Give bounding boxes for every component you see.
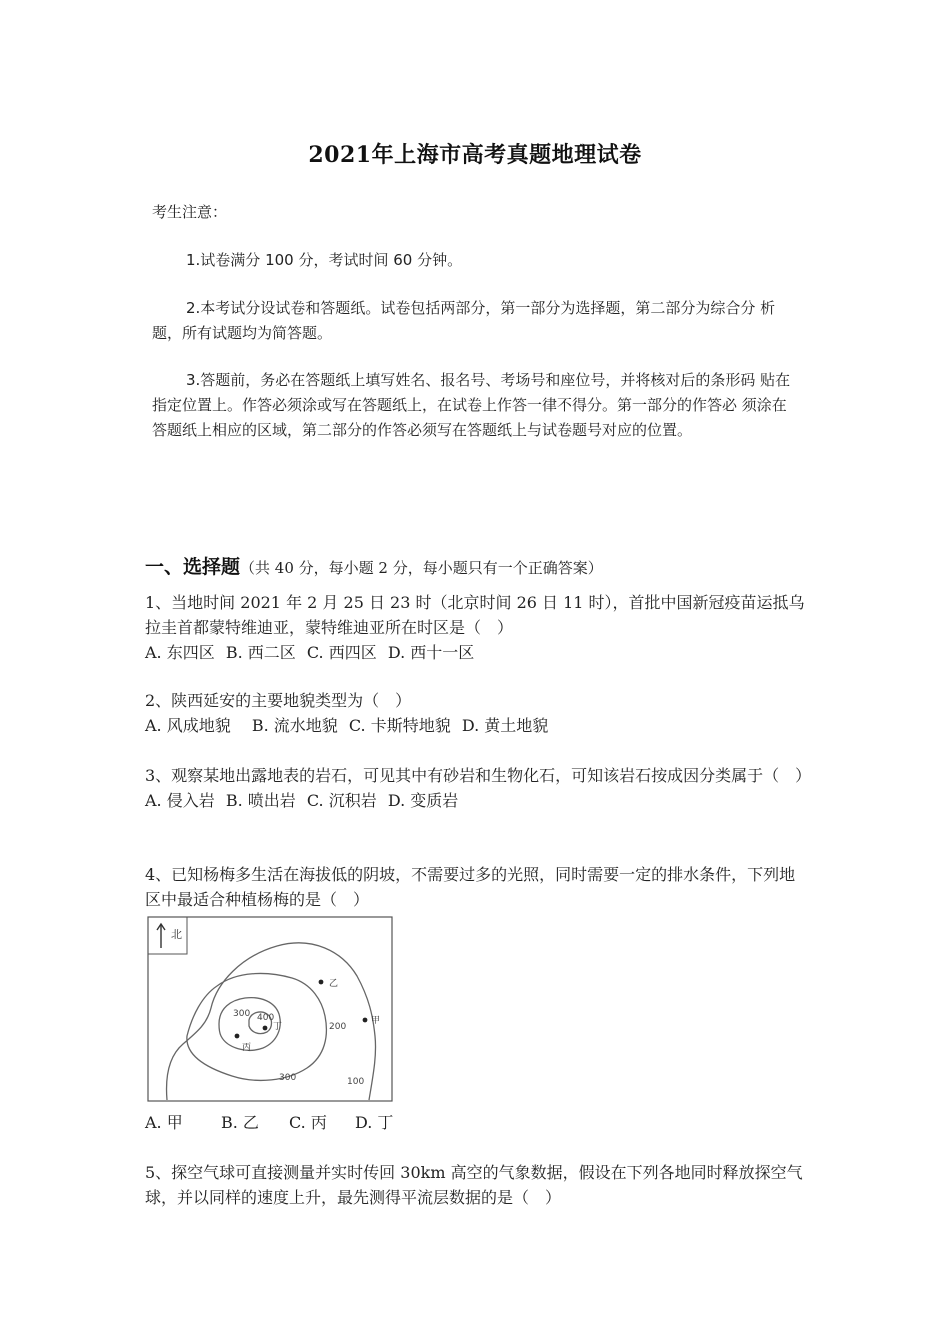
notice-item-2-wrap (152, 296, 792, 346)
map-frame (148, 917, 392, 1101)
notice-item-2: 2.本考试分设试卷和答题纸。试卷包括两部分，第一部分为选择题，第二部分为综合分 析题，所有试题均为简答题。 (152, 299, 776, 342)
section-header (145, 552, 603, 579)
contour-label: 200 (329, 1022, 347, 1032)
page-title: 2021年上海市高考真题地理试卷 (308, 142, 642, 168)
point-yi (319, 980, 324, 985)
notice-heading: 考生注意： (152, 203, 228, 221)
option-d[interactable]: D. 西十一区 (387, 643, 475, 662)
question-3 (145, 763, 810, 813)
contour-label: 300 (233, 1009, 251, 1019)
option-c[interactable]: C. 卡斯特地貌 (348, 716, 451, 735)
point-label: 甲 (371, 1016, 381, 1026)
point-label: 乙 (329, 979, 339, 989)
section-title: 一、选择题 (145, 556, 241, 578)
question-options (145, 788, 810, 813)
notice-item-1: 1.试卷满分 100 分，考试时间 60 分钟。 (186, 251, 463, 269)
option-b[interactable]: B. 乙 (221, 1113, 259, 1132)
option-d[interactable]: D. 丁 (355, 1113, 394, 1132)
notice-block (152, 200, 792, 225)
question-stem: 1、当地时间 2021 年 2 月 25 日 23 时（北京时间 26 日 11 时），首批中国新冠疫苗运抵乌拉圭首都蒙特维迪亚，蒙特维迪亚所在时区是（ ） (145, 593, 805, 637)
question-stem: 2、陕西延安的主要地貌类型为（ ） (145, 691, 412, 710)
question-options (145, 640, 810, 665)
point-ding (263, 1026, 268, 1031)
point-label: 丙 (242, 1043, 252, 1053)
north-label: 北 (171, 928, 182, 941)
notice-item-3-wrap (152, 368, 792, 443)
contour-map (147, 916, 393, 1102)
option-c[interactable]: C. 沉积岩 (306, 791, 377, 810)
contour-label: 400 (257, 1013, 275, 1023)
notice-item-1-wrap (152, 248, 792, 273)
option-d[interactable]: D. 黄土地貌 (461, 716, 549, 735)
question-options (145, 713, 810, 738)
question-stem: 3、观察某地出露地表的岩石，可见其中有砂岩和生物化石，可知该岩石按成因分类属于（ ） (145, 766, 812, 785)
question-stem: 4、已知杨梅多生活在海拔低的阴坡，不需要过多的光照，同时需要一定的排水条件，下列地区中最适合种植杨梅的是（ ） (145, 865, 796, 909)
option-a[interactable]: A. 甲 (145, 1113, 183, 1132)
question-1 (145, 590, 810, 665)
section-desc: （共 40 分，每小题 2 分，每小题只有一个正确答案） (240, 559, 603, 577)
option-b[interactable]: B. 喷出岩 (225, 791, 296, 810)
option-c[interactable]: C. 西四区 (306, 643, 377, 662)
option-b[interactable]: B. 西二区 (225, 643, 296, 662)
point-bing (235, 1034, 240, 1039)
question-4-options (145, 1110, 810, 1135)
contour-label: 100 (347, 1077, 365, 1087)
option-c[interactable]: C. 丙 (289, 1113, 327, 1132)
option-b[interactable]: B. 流水地貌 (251, 716, 338, 735)
notice-item-3: 3.答题前，务必在答题纸上填写姓名、报名号、考场号和座位号，并将核对后的条形码 贴在指定位置上。作答必须涂或写在答题纸上，在试卷上作答一律不得分。第一部分的作答必 须涂在答题纸上相应的区域，第二部分的作答必须写在答题纸上与试卷题号对应的位置。 (152, 371, 791, 439)
contour-200 (187, 973, 327, 1080)
question-stem: 5、探空气球可直接测量并实时传回 30km 高空的气象数据，假设在下列各地同时释放探空气球，并以同样的速度上升，最先测得平流层数据的是（ ） (145, 1163, 803, 1207)
question-4 (145, 862, 810, 912)
north-arrow-icon (157, 924, 165, 948)
point-label: 丁 (273, 1022, 283, 1032)
contour-label: 300 (279, 1073, 297, 1083)
option-a[interactable]: A. 侵入岩 (145, 791, 215, 810)
point-jia (363, 1018, 368, 1023)
option-a[interactable]: A. 风成地貌 (145, 716, 231, 735)
option-a[interactable]: A. 东四区 (145, 643, 215, 662)
question-5 (145, 1160, 810, 1210)
option-d[interactable]: D. 变质岩 (387, 791, 459, 810)
question-2 (145, 688, 810, 738)
